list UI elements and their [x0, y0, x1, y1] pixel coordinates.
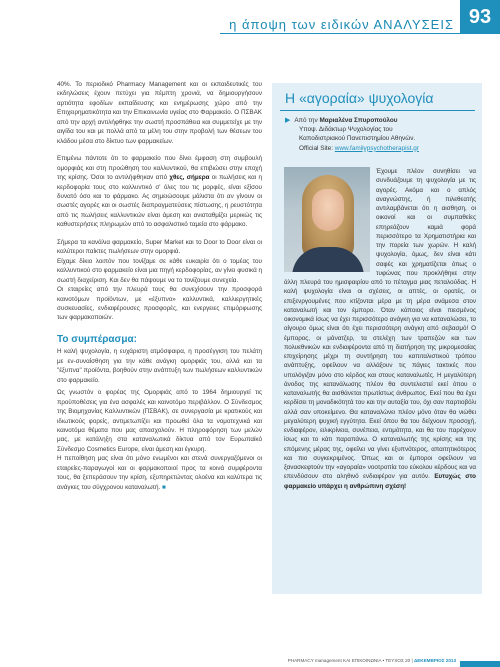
author-info	[285, 116, 475, 153]
footer-bar	[460, 661, 500, 667]
box-body-text: Έχουμε πλέον συνηθίσει να συνδυάζουμε τη ψυχολογία με τις αγορές. Ακόμα και ο απλός αναγνώστης, ή πιλεθεατής αντιλαμβάνεται ότι η αισθηση, οι οικονοί και οι συμπαθείες επηρεάζουν καμιά φορά περισσότερο τα Χρηματιστήρια και την πορεία των χωρών. Η καλή ψυχολογία, όμως, δεν είναι κάτι σαφές και χρηματίζεται όπως ο τυφώνας που προκλήθηκε στην άλλη πλευρά του ημισφαιρίου από το πέταγμα μιας πεταλούδας. Η καλή ψυχολογία είναι οι σχέσεις, οι απτές, οι ορατές, οι επιξενργουμένες που κτίζονται μέρα με τη μέρα ανάμεσα στον καταναλωτή και τον έμπορο. Όταν κάποιος είναι πιεσμένος οικονομικά ίσως να έχει περισσότερο ανάγκη για να καταναλώσει, το αίγουρο όμως είναι ότι έχει περισσότερη ανάγκη από σεβασμό! Ο έμπορος, οι μάνατζερ, τα στελέχη των τραπεζών και των πολυεθνικών και ενδιαφέροντα από τη διατήρηση της μικρομεσαίας επιχείρησης μέχρι τη συντήρηση του καπιταλιστικού τρόπου ανάπτυξης, οφείλουν να αλλάξουν τις πάγιες τακτικές που υπολόγιζαν μόνο στο κέρδος και στους καταναλωτές. Η μεγαλύτερη άνοδος της κατανάλωσης πλέον θα συντελεστεί εκεί όπου ο καταναλωτής θα αισθάνεται πρωτίστως άνθρωπος. Εκεί που θα έχει κερδίσει τη μοναδικότητά του και την αυταξία του, όχι σαν παρτιοβόλι αλλά σαν υποκείμενο. Θα καταναλώνει πλέον μόνο όταν θα νιώθει μεγαλύτερη ψυχική εγγύτητα. Εκεί όπου θα του δείχνουν προσοχή, ενδιαφέρον, ειλικρίνεια, συνέπεια, εντιμότητα, και θα του παρέχουν ίσως και το κάτι παραπάνω. Ο καταναλωτής της κρίσης και της επόμενης μέρας της, οφείλει να γίνει εξυπνότερος, απαιτητικότερος και πιο συγκεκριμένος. Όπως και οι έμποροι οφείλουν να ξανασκεφτούν την «αγοραία» νοοτροπία του εύκολου κέρδους και να επενδύσουν στο αληθινό ενδιαφέρον για αυτόν.	[284, 168, 476, 481]
paragraph-text: οι πωλήσεις και η κερδοφορία τους στο καλλυντικό σ' όλες του τις μορφές, είναι εξίσου δυνατό όσο και το φάρμακο. Ας σημειώσουμε μάλιστα ότι αν γίνουν οι σωστές αγορές και οι σωστές διαπραγματεύσεις πίστωσης, η ρευστότητα από τις πωλήσεις καλλυντικών είναι άμεση και ανισταθμίζει μερικώς τις καθυστερήσεις πληρωμών από το ασφαλιστικό ταμεία στο φάρμακο.	[57, 174, 262, 229]
triangle-bullet-icon: ▶	[285, 117, 291, 124]
page-number: 93	[460, 0, 500, 34]
paragraph-text: Η πεποίθηση μας είναι ότι μόνο ενωμένοι και στενά συνεργαζόμενοι οι εταιρείες-παραγωγοί και οι φαρμακοποιοί προς τα κοινά συμφέροντα τους, θα ξεπεράσουν την κρίση, εξυπηρετώντας ολοένα και καλύτερα τις ανάγκες του σύγχρονου καταναλωτή.	[57, 455, 262, 491]
subheading: Το συμπέρασμα:	[57, 333, 137, 345]
box-title: Η «αγοραία» ψυχολογία	[285, 90, 434, 106]
box-divider	[280, 110, 475, 111]
author-photo	[284, 167, 370, 272]
paragraph: Ως γνωστόν ο φορέας της Ομορφιάς από το 1964 δημιουργεί τις προϋποθέσεις για ένα ασφαλές και καινοτόμο περιβάλλον. Ο Σύνδεσμος της Βιομηχανίας Καλλυντικών (ΠΣΒΑΚ), σε συνεργασία με κρατικούς και ιδιωτικούς φορείς, αντιμετωπίζει και προωθεί όλα τα νομοτεχνικά και καινοτόμα θέματα που μας απασχολούν. Η πληροφόρηση των μελών μας, με κατάληξη στα καταναλωτικά δίκτυα από τον Ευρωπαϊκό Σύνδεσμο Cosmetics Europe, είναι άμεση και έγκυρη.	[57, 389, 262, 453]
author-prefix: Από την	[294, 117, 320, 124]
end-mark: ■	[162, 483, 166, 491]
header-divider	[220, 33, 460, 34]
author-site	[285, 144, 475, 153]
footer-date: ΔΕΚΕΜΒΡΙΟΣ 2013	[413, 658, 456, 663]
section-title: η άποψη των ειδικών ΑΝΑΛΥΣΕΙΣ	[229, 17, 454, 32]
box-conclusion: Ευτυχώς στο φαρμακείο υπάρχει η ανθρώπινη σχέση!	[284, 473, 477, 490]
site-prefix: Official Site:	[299, 144, 335, 152]
author-site-link[interactable]: www.familypsychotherapist.gr	[334, 144, 419, 152]
photo-face	[312, 189, 344, 231]
left-column	[57, 80, 262, 500]
author-name: Μαριαλένα Σπυροπούλου	[319, 117, 398, 124]
paragraph: 40%. Το περιοδικό Pharmacy Management και οι εκπαιδευτικές του εκδηλώσεις έχουν πετύχει για πέμπτη χρονιά, να δημιουργήσουν αρτιότητα εφοδίων εκπαίδευσης και ενημέρωσης χώρο από την Επιχειρηματικότητα και την Επικοινωνία υγείας στο Φαρμακείο. Ο ΠΣΒΑΚ από την αρχή αντιλήφθηκε την σωστή προσπάθεια και συμμετείχε με την αιγίδα του και με πολλά από τα μέλη του στην προβολή των θέσεων του κλάδου μέσα στο δίκτυο των φαρμακείων.	[57, 81, 262, 145]
paragraph: Σήμερα τα κανάλια φαρμακείο, Super Market και το Door to Door είναι οι καλύτεροι παίκτες πωλήσεων στην ομορφιά.	[57, 238, 262, 256]
page-footer	[288, 658, 456, 663]
paragraph	[57, 154, 262, 230]
paragraph: Οι εταιρείες από την πλευρά τους θα συνεχίσουν την προσφορά καινοτόμων προϊόντων, με «έξυπνο» καλλυντικά, καλλιεργητικές συσκευασίες, ενδιαφέρουσες προσφορές, και ενεργειες επιμόρφωσης των φαρμακοποιών.	[57, 286, 262, 322]
paragraph-text: Επιμένω πάντοτε ότι το φαρμακείο που δίνει έμφαση στη συμβουλή ομορφιάς και στη προώθηση του καλλυντικού, θα επιβιώσει στην εποχή της κρίσης. Όσοι το αντιλήφθηκαν από	[57, 155, 262, 182]
paragraph-bold-text: χθες, σήμερα	[169, 174, 210, 182]
author-affiliation: Καποδιστριακού Πανεπιστημίου Αθηνών.	[299, 135, 416, 143]
page-header	[0, 0, 500, 34]
paragraph: Είχαμε δίκιο λοιπόν που τονίζαμε σε κάθε ευκαιρία ότι ο τομέας του καλλυντικού στο φαρμακείο είναι μια πηγή κερδοφορίας, αν γίνει φυσικά η σωστή διαχείριση. Και δεν θα πάψουμε να το τονίζουμε συνεχεία.	[57, 257, 262, 284]
footer-text: PHARMACY management ΚΑΙ ΕΠΙΚΟΙΝΩΝΙΑ • ΤΕΥΧΟΣ 20 |	[287, 658, 414, 663]
paragraph: Η καλή ψυχολογία, η ευχάριστη ατμόσφαιρα, η προσέγγιση του πελάτη με εν-συναίσθηση για την κάθε ανάγκη ομορφιάς του, αλλά και τα "έξυπνα" προϊόντα, βοηθούν στην ανάπτυξη των πωλήσεων καλλυντικών στο φαρμακείο.	[57, 348, 262, 384]
paragraph	[57, 454, 262, 492]
author-title: Υποψ. Διδάκτωρ Ψυχολογίας του	[299, 126, 393, 134]
